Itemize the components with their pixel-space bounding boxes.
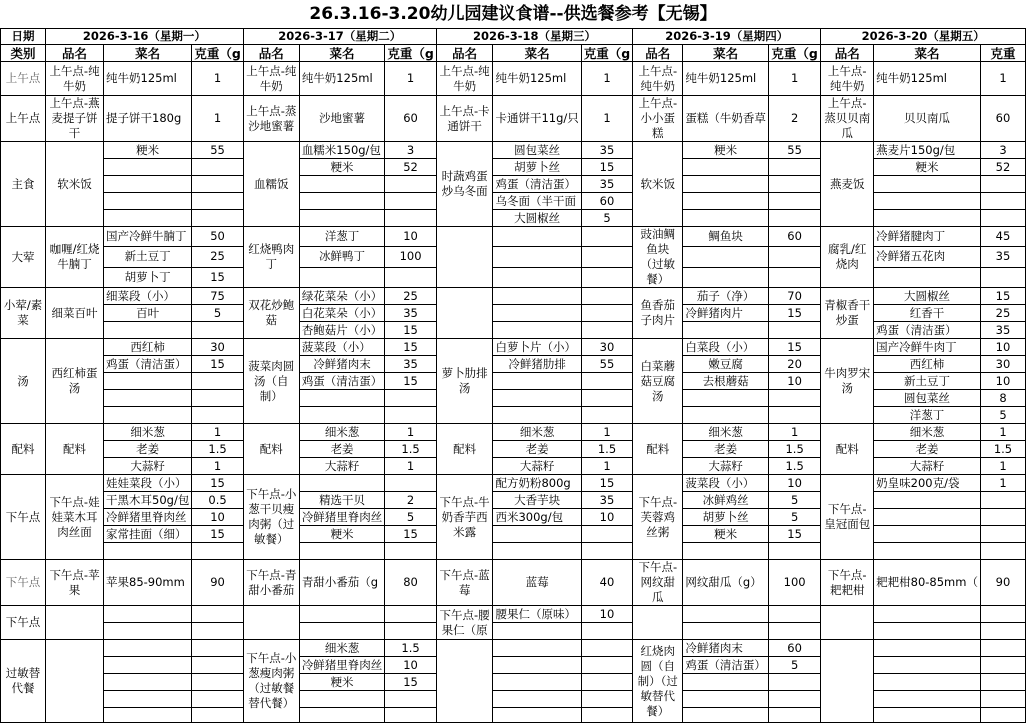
ingredient-cell: 新土豆丁: [874, 373, 981, 390]
dish-cell: 腐乳/红烧肉: [821, 227, 874, 288]
dish-cell: 上午点-纯牛奶: [633, 62, 683, 96]
dish-cell: 咖喱/红烧牛腩丁: [46, 227, 104, 288]
ingredient-cell: 青甜小番茄（g: [299, 560, 385, 606]
ingredient-cell: 配方奶粉800g: [493, 475, 581, 492]
dish-cell: 萝卜肋排汤: [436, 339, 493, 424]
ingredient-cell: 细米葱: [299, 640, 385, 657]
dish-cell: 红烧鸭肉丁: [243, 227, 299, 288]
ingredient-header: 菜名: [493, 45, 581, 62]
ingredient-cell: 网纹甜瓜（g）: [683, 560, 769, 606]
weight-cell: 55: [768, 142, 820, 159]
ingredient-cell: 冷鲜猪腱肉丁: [874, 227, 981, 247]
ingredient-cell: 菠菜段（小）: [683, 475, 769, 492]
ingredient-cell: 乌冬面（半干面: [493, 193, 581, 210]
ingredient-cell: 圆包菜丝: [874, 390, 981, 407]
weight-cell: 1: [980, 424, 1025, 441]
weight-cell: 60: [581, 193, 632, 210]
weight-cell: 1.5: [192, 441, 243, 458]
weight-cell: 1.5: [768, 458, 820, 475]
weight-cell: 15: [192, 356, 243, 373]
category-cell: 上午点: [1, 96, 46, 142]
ingredient-cell: 老姜: [683, 441, 769, 458]
weight-cell: 75: [192, 288, 243, 305]
ingredient-cell: 纯牛奶125ml: [493, 62, 581, 96]
dish-cell: 上午点-纯牛奶: [243, 62, 299, 96]
weight-cell: 2: [385, 492, 436, 509]
ingredient-cell: 粳米: [299, 674, 385, 691]
weight-cell: 1: [192, 424, 243, 441]
weight-cell: 15: [385, 674, 436, 691]
weight-cell: 10: [980, 373, 1025, 390]
ingredient-cell: 提子饼干180g: [104, 96, 192, 142]
dish-cell: 上午点-纯牛奶: [436, 62, 493, 96]
weight-cell: 1.5: [768, 441, 820, 458]
weight-cell: 10: [385, 657, 436, 674]
menu-row: [1, 62, 1026, 96]
dish-cell: 下午点-耙耙柑: [821, 560, 874, 606]
dish-cell: 西红柿蛋汤: [46, 339, 104, 424]
dish-cell: 血糯饭: [243, 142, 299, 227]
weight-cell: 10: [581, 606, 632, 623]
ingredient-header: 菜名: [874, 45, 981, 62]
ingredient-cell: 冷鲜猪肉末: [299, 356, 385, 373]
dish-cell: 下午点-苹果: [46, 560, 104, 606]
ingredient-cell: 老姜: [493, 441, 581, 458]
column-header-row: [1, 45, 1026, 62]
category-cell: 上午点: [1, 62, 46, 96]
weight-cell: 10: [768, 373, 820, 390]
dish-cell: 下午点-网纹甜瓜: [633, 560, 683, 606]
menu-row: [1, 424, 1026, 441]
weight-cell: 35: [385, 356, 436, 373]
weight-cell: 5: [192, 305, 243, 322]
weight-cell: 52: [385, 159, 436, 176]
day-header: 2026-3-19（星期四）: [633, 29, 821, 45]
category-cell: 配料: [1, 424, 46, 475]
ingredient-cell: 去根蘑菇: [683, 373, 769, 390]
ingredient-cell: 干黑木耳50g/包: [104, 492, 192, 509]
weight-cell: 15: [581, 475, 632, 492]
ingredient-cell: 红香干: [874, 305, 981, 322]
weight-cell: 1: [385, 62, 436, 96]
weight-cell: 1: [385, 424, 436, 441]
weight-cell: 1: [980, 475, 1025, 492]
weight-cell: 15: [385, 339, 436, 356]
weight-cell: 5: [768, 657, 820, 674]
ingredient-cell: 粳米: [683, 142, 769, 159]
dish-cell: 白菜蘑菇豆腐汤: [633, 339, 683, 424]
dish-cell: 配料: [436, 424, 493, 475]
weight-cell: 35: [581, 142, 632, 159]
day-header: 2026-3-17（星期二）: [243, 29, 436, 45]
weight-cell: 15: [192, 475, 243, 492]
weight-cell: 70: [768, 288, 820, 305]
weight-cell: 5: [768, 509, 820, 526]
ingredient-cell: 冷鲜猪里脊肉丝: [299, 509, 385, 526]
ingredient-cell: 白菜段（小）: [683, 339, 769, 356]
weight-header: 克重（g: [581, 45, 632, 62]
ingredient-cell: 菠菜段（小）: [299, 339, 385, 356]
dish-cell: 配料: [243, 424, 299, 475]
weight-cell: 100: [768, 560, 820, 606]
weight-cell: 15: [980, 288, 1025, 305]
sheet-title: 26.3.16-3.20幼儿园建议食谱--供选餐参考【无锡】: [309, 4, 717, 24]
date-label: 日期: [1, 29, 46, 45]
ingredient-cell: 冰鲜鸭丁: [299, 247, 385, 267]
dish-cell: 上午点-纯牛奶: [821, 62, 874, 96]
weight-cell: 100: [385, 247, 436, 267]
ingredient-cell: 细米葱: [299, 424, 385, 441]
ingredient-cell: 粳米: [874, 159, 981, 176]
dish-header: 品名: [243, 45, 299, 62]
weight-cell: 10: [980, 339, 1025, 356]
ingredient-cell: 洋葱丁: [874, 407, 981, 424]
ingredient-cell: 白萝卜片（小）: [493, 339, 581, 356]
dish-cell: 牛肉罗宋汤: [821, 339, 874, 424]
weight-cell: 1: [980, 62, 1025, 96]
ingredient-cell: 大蒜籽: [493, 458, 581, 475]
ingredient-cell: 冷鲜猪里脊肉丝: [299, 657, 385, 674]
dish-cell: 配料: [46, 424, 104, 475]
weight-cell: 1.5: [385, 441, 436, 458]
weight-cell: 30: [192, 339, 243, 356]
ingredient-cell: 圆包菜丝: [493, 142, 581, 159]
weight-cell: 15: [192, 267, 243, 287]
ingredient-cell: 老姜: [299, 441, 385, 458]
ingredient-cell: 家常挂面（细）: [104, 526, 192, 543]
ingredient-cell: 细米葱: [493, 424, 581, 441]
menu-row: [1, 227, 1026, 247]
ingredient-cell: 细菜段（小）: [104, 288, 192, 305]
dish-cell: 上午点-小小蛋糕: [633, 96, 683, 142]
ingredient-cell: 冰鲜鸡丝: [683, 492, 769, 509]
weight-cell: 60: [980, 96, 1025, 142]
dish-header: 品名: [436, 45, 493, 62]
ingredient-cell: 大圆椒丝: [493, 210, 581, 227]
weight-cell: 3: [385, 142, 436, 159]
weight-cell: 25: [980, 305, 1025, 322]
ingredient-cell: 胡萝卜丁: [104, 267, 192, 287]
category-cell: 下午点: [1, 560, 46, 606]
ingredient-header: 菜名: [104, 45, 192, 62]
weight-cell: 15: [385, 322, 436, 339]
weight-cell: 10: [192, 509, 243, 526]
weight-cell: 30: [980, 356, 1025, 373]
dish-cell: 下午点-牛奶香芋西米露: [436, 475, 493, 560]
ingredient-cell: 沙地蜜薯: [299, 96, 385, 142]
weight-cell: 2: [768, 96, 820, 142]
dish-cell: 下午点-腰果仁（原: [436, 606, 493, 640]
dish-cell: 青椒香干炒蛋: [821, 288, 874, 339]
ingredient-header: 菜名: [683, 45, 769, 62]
category-cell: 小荤/素菜: [1, 288, 46, 339]
weight-header: 克重: [980, 45, 1025, 62]
weight-cell: 30: [581, 339, 632, 356]
weight-cell: 60: [768, 640, 820, 657]
dish-cell: 软米饭: [46, 142, 104, 227]
ingredient-cell: 粳米: [299, 159, 385, 176]
ingredient-cell: 娃娃菜段（小）: [104, 475, 192, 492]
ingredient-cell: 西红柿: [104, 339, 192, 356]
weight-cell: 25: [192, 247, 243, 267]
ingredient-cell: 西米300g/包: [493, 509, 581, 526]
weight-cell: 90: [980, 560, 1025, 606]
dish-cell: 软米饭: [633, 142, 683, 227]
ingredient-header: 菜名: [299, 45, 385, 62]
ingredient-cell: 粳米: [299, 526, 385, 543]
dish-cell: 配料: [821, 424, 874, 475]
weight-cell: 60: [768, 227, 820, 247]
weight-cell: 1: [581, 62, 632, 96]
ingredient-cell: 鸡蛋（清洁蛋）: [493, 176, 581, 193]
ingredient-cell: 大蒜籽: [104, 458, 192, 475]
ingredient-cell: 大蒜籽: [874, 458, 981, 475]
weight-cell: 0.5: [192, 492, 243, 509]
category-cell: 下午点: [1, 606, 46, 640]
dish-header: 品名: [46, 45, 104, 62]
weight-cell: 15: [581, 159, 632, 176]
weight-cell: 3: [980, 142, 1025, 159]
ingredient-cell: 茄子（净）: [683, 288, 769, 305]
ingredient-cell: 冷鲜猪里脊肉丝: [104, 509, 192, 526]
dish-cell: 下午点-皇冠面包: [821, 475, 874, 560]
ingredient-cell: 西红柿: [874, 356, 981, 373]
ingredient-cell: 鸡蛋（清洁蛋）: [683, 657, 769, 674]
ingredient-cell: 贝贝南瓜: [874, 96, 981, 142]
weight-cell: 35: [385, 305, 436, 322]
menu-table: [0, 28, 1026, 723]
ingredient-cell: 纯牛奶125ml: [104, 62, 192, 96]
menu-row: [1, 606, 1026, 623]
dish-header: 品名: [821, 45, 874, 62]
weight-cell: 25: [385, 288, 436, 305]
ingredient-cell: 奶皇味200克/袋: [874, 475, 981, 492]
ingredient-cell: 白花菜朵（小）: [299, 305, 385, 322]
menu-row: [1, 288, 1026, 305]
ingredient-cell: 耙耙柑80-85mm（: [874, 560, 981, 606]
ingredient-cell: 国产冷鲜牛腩丁: [104, 227, 192, 247]
weight-cell: 10: [581, 509, 632, 526]
ingredient-cell: 大蒜籽: [299, 458, 385, 475]
weight-cell: 5: [768, 492, 820, 509]
menu-row: [1, 96, 1026, 142]
menu-row: [1, 640, 1026, 657]
dish-cell: 下午点-青甜小番茄: [243, 560, 299, 606]
dish-cell: 上午点-蒸贝贝南瓜: [821, 96, 874, 142]
weight-cell: 1.5: [385, 640, 436, 657]
dish-cell: 细菜百叶: [46, 288, 104, 339]
ingredient-cell: 嫩豆腐: [683, 356, 769, 373]
ingredient-cell: 腰果仁（原味）: [493, 606, 581, 623]
weight-cell: 5: [385, 509, 436, 526]
weight-header: 克重（g: [385, 45, 436, 62]
ingredient-cell: 细米葱: [104, 424, 192, 441]
weight-cell: 35: [980, 247, 1025, 267]
ingredient-cell: 蛋糕（牛奶香草: [683, 96, 769, 142]
category-cell: 下午点: [1, 475, 46, 560]
ingredient-cell: 粳米: [104, 142, 192, 159]
ingredient-cell: 鸡蛋（清洁蛋）: [104, 356, 192, 373]
dish-cell: 豉油鲷鱼块（过敏餐）: [633, 227, 683, 288]
dish-cell: 配料: [633, 424, 683, 475]
dish-header: 品名: [633, 45, 683, 62]
ingredient-cell: 绿花菜朵（小）: [299, 288, 385, 305]
ingredient-cell: 洋葱丁: [299, 227, 385, 247]
weight-cell: 15: [192, 526, 243, 543]
weight-cell: 15: [768, 339, 820, 356]
dish-cell: 鱼香茄子肉片: [633, 288, 683, 339]
weight-cell: 15: [768, 526, 820, 543]
weight-cell: 1: [768, 62, 820, 96]
dish-cell: 下午点-小葱瘦肉粥（过敏餐替代餐）: [243, 640, 299, 723]
ingredient-cell: 粳米: [683, 526, 769, 543]
weight-cell: 55: [192, 142, 243, 159]
weight-cell: 1: [581, 424, 632, 441]
weight-cell: 45: [980, 227, 1025, 247]
weight-cell: 90: [192, 560, 243, 606]
ingredient-cell: 国产冷鲜牛肉丁: [874, 339, 981, 356]
weight-cell: 1: [581, 458, 632, 475]
dish-cell: 下午点-娃娃菜木耳肉丝面: [46, 475, 104, 560]
weight-cell: 1: [192, 62, 243, 96]
weight-header: 克重（g: [192, 45, 243, 62]
dish-cell: 上午点-蒸沙地蜜薯: [243, 96, 299, 142]
category-cell: 主食: [1, 142, 46, 227]
weight-cell: 15: [385, 526, 436, 543]
ingredient-cell: 冷鲜猪肋排: [493, 356, 581, 373]
day-header: 2026-3-16（星期一）: [46, 29, 244, 45]
dish-cell: 下午点-芙蓉鸡丝粥: [633, 475, 683, 560]
menu-row: [1, 475, 1026, 492]
weight-cell: 1: [385, 458, 436, 475]
weight-cell: 1.5: [581, 441, 632, 458]
ingredient-cell: 冷鲜猪五花肉: [874, 247, 981, 267]
day-header: 2026-3-20（星期五）: [821, 29, 1026, 45]
weight-cell: 15: [768, 305, 820, 322]
type-label: 类别: [1, 45, 46, 62]
date-row: [1, 29, 1026, 45]
menu-row: [1, 339, 1026, 356]
ingredient-cell: 大香芋块: [493, 492, 581, 509]
menu-row: [1, 560, 1026, 606]
weight-cell: 1: [192, 458, 243, 475]
ingredient-cell: 冷鲜猪肉末: [683, 640, 769, 657]
dish-cell: 时蔬鸡蛋炒乌冬面: [436, 142, 493, 227]
dish-cell: 上午点-纯牛奶: [46, 62, 104, 96]
ingredient-cell: 杏鲍菇片（小）: [299, 322, 385, 339]
weight-cell: 1: [192, 96, 243, 142]
weight-cell: 52: [980, 159, 1025, 176]
weight-cell: 40: [581, 560, 632, 606]
ingredient-cell: 鸡蛋（清洁蛋）: [874, 322, 981, 339]
weight-cell: 35: [581, 492, 632, 509]
ingredient-cell: 燕麦片150g/包: [874, 142, 981, 159]
weight-cell: 10: [385, 227, 436, 247]
dish-cell: 菠菜肉圆汤（自制）: [243, 339, 299, 424]
ingredient-cell: 胡萝卜丝: [493, 159, 581, 176]
weight-cell: 1.5: [980, 441, 1025, 458]
ingredient-cell: 苹果85-90mm: [104, 560, 192, 606]
weight-cell: 20: [768, 356, 820, 373]
dish-cell: 下午点-蓝莓: [436, 560, 493, 606]
ingredient-cell: 纯牛奶125ml: [874, 62, 981, 96]
ingredient-cell: 老姜: [874, 441, 981, 458]
dish-cell: 上午点-燕麦提子饼干: [46, 96, 104, 142]
ingredient-cell: 冷鲜猪肉片: [683, 305, 769, 322]
weight-cell: 60: [385, 96, 436, 142]
weight-cell: 5: [581, 210, 632, 227]
ingredient-cell: 鲷鱼块: [683, 227, 769, 247]
ingredient-cell: 大蒜籽: [683, 458, 769, 475]
ingredient-cell: 老姜: [104, 441, 192, 458]
weight-cell: 1: [768, 424, 820, 441]
weight-cell: 15: [385, 373, 436, 390]
category-cell: 汤: [1, 339, 46, 424]
ingredient-cell: 细米葱: [683, 424, 769, 441]
dish-cell: 双花炒鲍菇: [243, 288, 299, 339]
ingredient-cell: 新土豆丁: [104, 247, 192, 267]
dish-cell: 燕麦饭: [821, 142, 874, 227]
ingredient-cell: 细米葱: [874, 424, 981, 441]
weight-cell: 1: [980, 458, 1025, 475]
ingredient-cell: 鸡蛋（清洁蛋）: [299, 373, 385, 390]
ingredient-cell: 卡通饼干11g/只: [493, 96, 581, 142]
ingredient-cell: 纯牛奶125ml: [683, 62, 769, 96]
ingredient-cell: 纯牛奶125ml: [299, 62, 385, 96]
weight-cell: 55: [581, 356, 632, 373]
ingredient-cell: 百叶: [104, 305, 192, 322]
menu-row: [1, 142, 1026, 159]
ingredient-cell: 大圆椒丝: [874, 288, 981, 305]
weight-cell: 35: [581, 176, 632, 193]
weight-cell: 8: [980, 390, 1025, 407]
ingredient-cell: 精选干贝: [299, 492, 385, 509]
weight-cell: 80: [385, 560, 436, 606]
dish-cell: 上午点-卡通饼干: [436, 96, 493, 142]
ingredient-cell: 胡萝卜丝: [683, 509, 769, 526]
weight-header: 克重（g: [768, 45, 820, 62]
day-header: 2026-3-18（星期三）: [436, 29, 632, 45]
ingredient-cell: 血糯米150g/包: [299, 142, 385, 159]
weight-cell: 1: [581, 96, 632, 142]
weight-cell: 50: [192, 227, 243, 247]
category-cell: 大荤: [1, 227, 46, 288]
weight-cell: 10: [768, 475, 820, 492]
dish-cell: 红烧肉圆（自制）（过敏替代餐）: [633, 640, 683, 723]
ingredient-cell: 蓝莓: [493, 560, 581, 606]
weight-cell: 5: [980, 407, 1025, 424]
weight-cell: 35: [980, 322, 1025, 339]
dish-cell: 下午点-小葱干贝瘦肉粥（过敏餐）: [243, 475, 299, 560]
category-cell: 过敏替代餐: [1, 640, 46, 723]
